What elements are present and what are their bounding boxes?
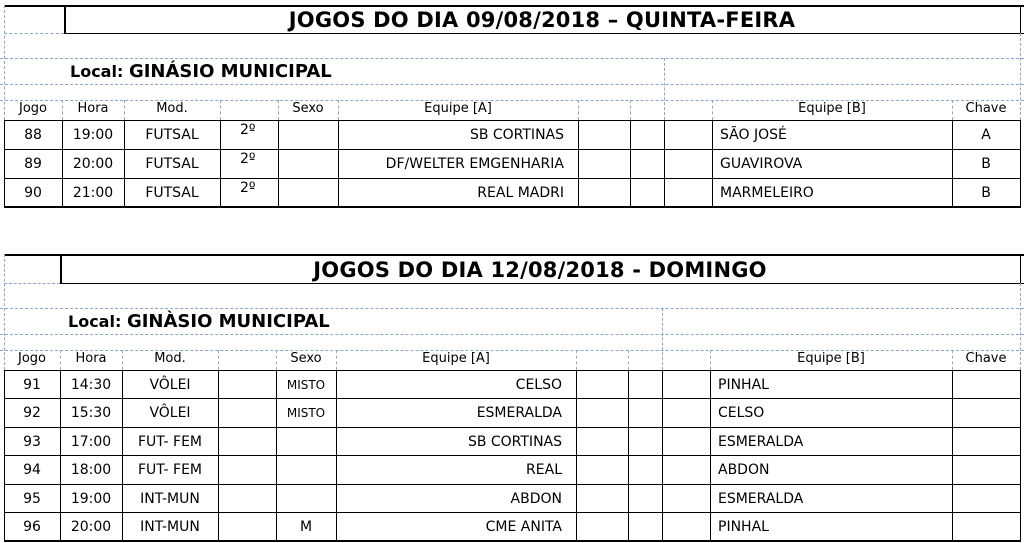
header-equipe-b: Equipe [B]: [797, 351, 865, 366]
cell-sexo: MISTO: [286, 406, 326, 420]
header-hora: Hora: [77, 101, 109, 116]
cell-mod: FUT- FEM: [137, 434, 203, 450]
cell-equipe-a: CELSO: [515, 377, 562, 393]
cell-hora: 20:00: [70, 519, 112, 535]
header-equipe-a: Equipe [A]: [422, 351, 490, 366]
cell-mod: VÔLEI: [149, 405, 191, 421]
cell-hora: 15:30: [70, 405, 112, 421]
cell-equipe-b: PINHAL: [718, 377, 769, 393]
cell-hora: 14:30: [70, 377, 112, 393]
header-chave: Chave: [965, 351, 1007, 366]
local-name: GINÀSIO MUNICIPAL: [126, 311, 330, 332]
schedule-table-day2: [0, 254, 1024, 543]
cell-equipe-a: DF/WELTER EMGENHARIA: [385, 156, 564, 172]
cell-hora: 20:00: [72, 156, 114, 172]
cell-equipe-b: CELSO: [718, 405, 765, 421]
cell-equipe-a: REAL: [526, 462, 562, 478]
day1-local: [70, 60, 332, 84]
schedule-table-day1: [0, 0, 1024, 210]
cell-chave: B: [981, 156, 991, 172]
header-hora: Hora: [75, 351, 107, 366]
cell-mod: VÔLEI: [149, 377, 191, 393]
header-sexo: Sexo: [290, 351, 322, 366]
day2-local: [68, 310, 330, 334]
cell-equipe-a: REAL MADRI: [477, 185, 564, 201]
cell-mod: INT-MUN: [140, 519, 200, 535]
local-label: Local:: [68, 312, 122, 331]
cell-equipe-a: SB CORTINAS: [467, 434, 562, 450]
cell-cat: 2º: [240, 151, 256, 167]
cell-equipe-b: ESMERALDA: [718, 491, 804, 507]
cell-hora: 17:00: [70, 434, 112, 450]
cell-equipe-a: CME ANITA: [485, 519, 562, 535]
cell-jogo: 91: [23, 377, 41, 393]
cell-equipe-b: PINHAL: [718, 519, 769, 535]
cell-equipe-b: MARMELEIRO: [720, 185, 814, 201]
cell-chave: A: [981, 127, 991, 143]
header-chave: Chave: [965, 101, 1007, 116]
header-equipe-a: Equipe [A]: [424, 101, 492, 116]
cell-sexo: MISTO: [286, 378, 326, 392]
cell-equipe-b: GUAVIROVA: [720, 156, 803, 172]
cell-hora: 19:00: [70, 491, 112, 507]
cell-equipe-b: SÃO JOSÉ: [720, 127, 787, 143]
cell-hora: 21:00: [72, 185, 114, 201]
cell-sexo: M: [299, 519, 313, 535]
cell-mod: FUTSAL: [145, 127, 199, 143]
cell-jogo: 96: [23, 519, 41, 535]
cell-hora: 18:00: [70, 462, 112, 478]
cell-chave: B: [981, 185, 991, 201]
cell-mod: INT-MUN: [140, 491, 200, 507]
cell-jogo: 93: [23, 434, 41, 450]
day1-title: JOGOS DO DIA 09/08/2018 – QUINTA-FEIRA: [288, 8, 796, 32]
cell-jogo: 92: [23, 405, 41, 421]
cell-jogo: 89: [24, 156, 42, 172]
header-sexo: Sexo: [292, 101, 324, 116]
local-name: GINÁSIO MUNICIPAL: [128, 61, 332, 82]
local-label: Local:: [70, 62, 124, 81]
cell-cat: 2º: [240, 122, 256, 138]
header-jogo: Jogo: [19, 101, 47, 116]
cell-equipe-a: ESMERALDA: [476, 405, 562, 421]
cell-mod: FUTSAL: [145, 185, 199, 201]
cell-hora: 19:00: [72, 127, 114, 143]
header-equipe-b: Equipe [B]: [798, 101, 866, 116]
cell-jogo: 95: [23, 491, 41, 507]
cell-equipe-b: ABDON: [718, 462, 770, 478]
cell-equipe-b: ESMERALDA: [718, 434, 804, 450]
header-jogo: Jogo: [18, 351, 46, 366]
header-mod: Mod.: [154, 351, 186, 366]
cell-equipe-a: SB CORTINAS: [469, 127, 564, 143]
cell-cat: 2º: [240, 180, 256, 196]
cell-jogo: 94: [23, 462, 41, 478]
cell-mod: FUTSAL: [145, 156, 199, 172]
cell-jogo: 90: [24, 185, 42, 201]
cell-jogo: 88: [24, 127, 42, 143]
cell-equipe-a: ABDON: [510, 491, 562, 507]
day2-title: JOGOS DO DIA 12/08/2018 - DOMINGO: [313, 258, 767, 282]
header-mod: Mod.: [156, 101, 188, 116]
cell-mod: FUT- FEM: [137, 462, 203, 478]
